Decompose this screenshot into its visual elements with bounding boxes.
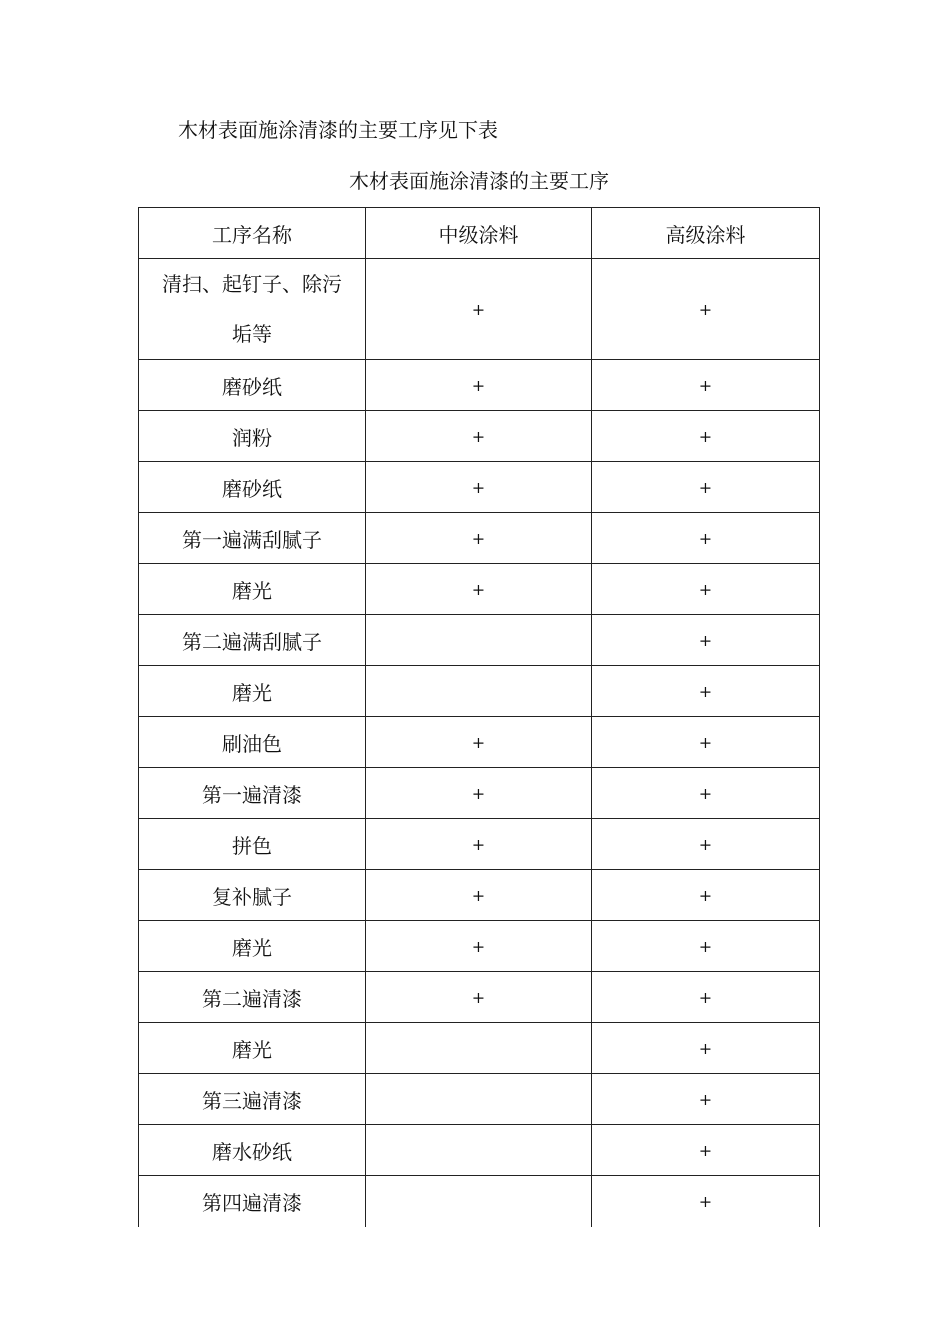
high-grade-mark: + [592,360,820,411]
table-row [139,921,820,972]
table-row [139,462,820,513]
process-name-line: 垢等 [232,322,272,346]
process-name: 第四遍清漆 [139,1176,366,1227]
high-grade-mark: + [592,921,820,972]
mid-grade-mark [366,1074,592,1125]
mid-grade-mark [366,666,592,717]
table-row [139,819,820,870]
mid-grade-mark: + [366,259,592,360]
table-row [139,564,820,615]
table-row [139,615,820,666]
high-grade-mark: + [592,615,820,666]
column-header-process: 工序名称 [139,208,366,259]
mid-grade-mark: + [366,768,592,819]
mid-grade-mark: + [366,819,592,870]
table-row [139,360,820,411]
table-row [139,259,820,360]
column-header-high-grade: 高级涂料 [592,208,820,259]
table-row [139,870,820,921]
process-name: 磨光 [139,564,366,615]
high-grade-mark: + [592,1125,820,1176]
process-name-line: 清扫、起钉子、除污 [162,272,342,296]
intro-text: 木材表面施涂清漆的主要工序见下表 [178,118,498,142]
table-row [139,1125,820,1176]
process-name: 磨光 [139,921,366,972]
mid-grade-mark: + [366,870,592,921]
high-grade-mark: + [592,666,820,717]
mid-grade-mark: + [366,360,592,411]
mid-grade-mark: + [366,411,592,462]
high-grade-mark: + [592,819,820,870]
high-grade-mark: + [592,513,820,564]
mid-grade-mark [366,1176,592,1227]
high-grade-mark: + [592,564,820,615]
mid-grade-mark: + [366,513,592,564]
high-grade-mark: + [592,259,820,360]
mid-grade-mark: + [366,972,592,1023]
table-row [139,768,820,819]
process-name: 磨光 [139,666,366,717]
process-name: 第二遍满刮腻子 [139,615,366,666]
process-name: 拼色 [139,819,366,870]
table-row [139,972,820,1023]
table-row [139,1176,820,1227]
table-row [139,717,820,768]
mid-grade-mark [366,1023,592,1074]
column-header-mid-grade: 中级涂料 [366,208,592,259]
high-grade-mark: + [592,411,820,462]
mid-grade-mark: + [366,717,592,768]
high-grade-mark: + [592,1176,820,1227]
mid-grade-mark [366,1125,592,1176]
process-table [138,207,820,1227]
process-name: 第三遍清漆 [139,1074,366,1125]
process-name: 第一遍满刮腻子 [139,513,366,564]
process-name: 第一遍清漆 [139,768,366,819]
process-name: 磨砂纸 [139,462,366,513]
process-name: 复补腻子 [139,870,366,921]
high-grade-mark: + [592,972,820,1023]
high-grade-mark: + [592,870,820,921]
high-grade-mark: + [592,768,820,819]
high-grade-mark: + [592,462,820,513]
mid-grade-mark: + [366,462,592,513]
table-caption: 木材表面施涂清漆的主要工序 [349,169,609,193]
table-header-row [139,208,820,259]
table-row [139,1023,820,1074]
table-row [139,1074,820,1125]
high-grade-mark: + [592,1074,820,1125]
process-name: 第二遍清漆 [139,972,366,1023]
table-row [139,513,820,564]
process-name: 磨砂纸 [139,360,366,411]
high-grade-mark: + [592,1023,820,1074]
process-name [139,259,366,360]
table-row [139,666,820,717]
process-name: 磨水砂纸 [139,1125,366,1176]
table-row [139,411,820,462]
mid-grade-mark: + [366,921,592,972]
process-name: 刷油色 [139,717,366,768]
process-name: 润粉 [139,411,366,462]
high-grade-mark: + [592,717,820,768]
mid-grade-mark: + [366,564,592,615]
mid-grade-mark [366,615,592,666]
process-name: 磨光 [139,1023,366,1074]
